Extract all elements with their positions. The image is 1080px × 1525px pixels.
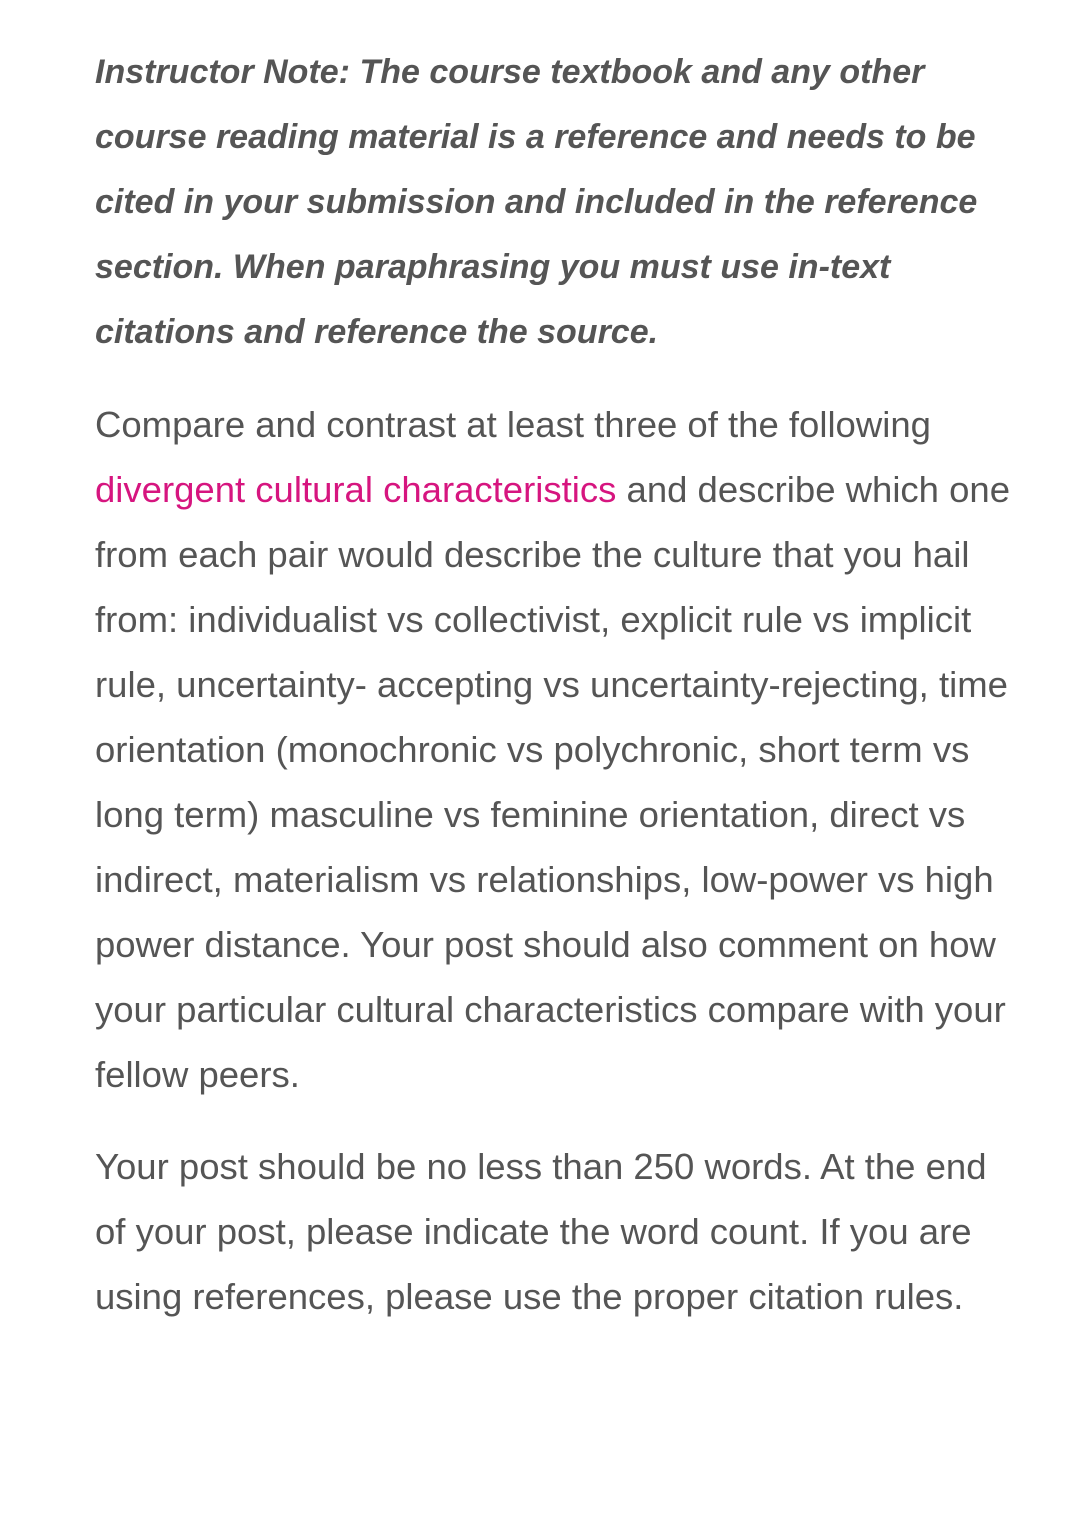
divergent-characteristics-link[interactable]: divergent cultural characteristics <box>95 469 617 510</box>
word-requirement: Your post should be no less than 250 words. At the end of your post, please indicate the word count. If you are using references, please use the proper citation rules. <box>95 1146 987 1317</box>
assignment-content <box>95 40 1015 1329</box>
prompt-intro: Compare and contrast at least three of the following <box>95 404 931 445</box>
prompt-rest: and describe which one from each pair would describe the culture that you hail from: individualist vs collectivist, explicit rule vs implicit rule, uncertainty- accepting vs uncertainty-rejecting, time orientation (monochronic vs polychronic, short term vs long term) masculine vs feminine orientation, direct vs indirect, materialism vs relationships, low-power vs high power distance. Your post should also comment on how your particular cultural characteristics compare with your fellow peers. <box>95 469 1011 1095</box>
instructor-note: Instructor Note: The course textbook and any other course reading material is a reference and needs to be cited in your submission and included in the reference section. When paraphrasing you must use in-text citations and reference the source. <box>95 53 978 351</box>
assignment-prompt <box>95 392 1015 1107</box>
